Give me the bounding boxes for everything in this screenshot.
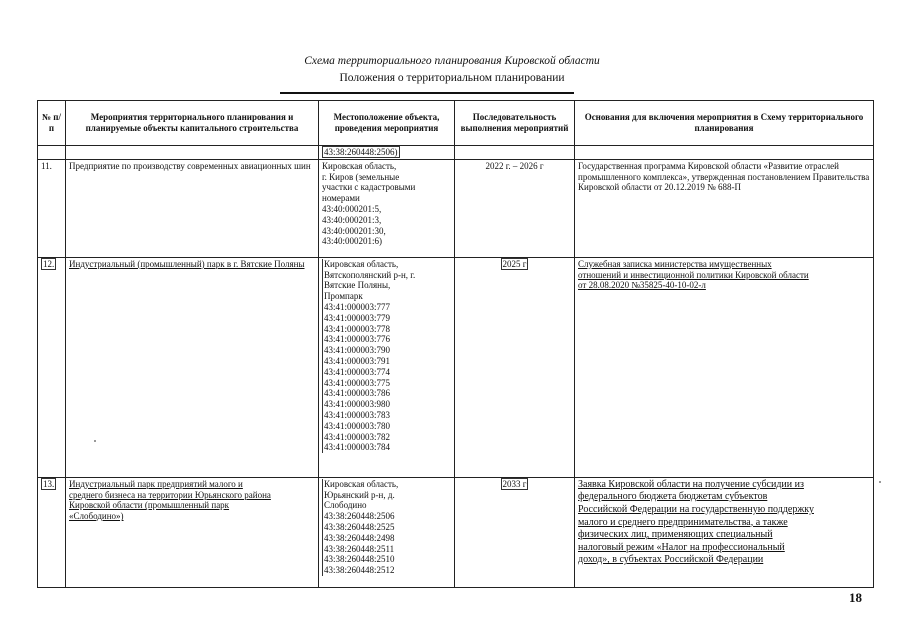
scan-speck (879, 481, 881, 483)
basis-line: от 28.08.2020 №35825-40-10-02-л (578, 280, 706, 291)
location-line: 43:41:000003:778 (322, 324, 451, 335)
basis-line: налоговый режим «Налог на профессиональный (578, 541, 785, 553)
col-header-num: № п/п (38, 101, 66, 146)
basis-line: Заявка Кировской области на получение субсидии из (578, 478, 804, 490)
location-line: 43:41:000003:980 (322, 399, 451, 410)
location-line: 43:38:260448:2506) (324, 147, 398, 157)
location-line: Кировская область, (322, 259, 451, 270)
location-line: 43:41:000003:790 (322, 345, 451, 356)
row-period: 2033 г (502, 478, 527, 489)
location-line: Кировская область, (322, 160, 397, 171)
basis-line: отношений и инвестиционной политики Кировской области (578, 269, 809, 280)
location-line: Слободино (322, 500, 451, 511)
location-line: Кировская область, (322, 479, 451, 490)
row-activity: Индустриальный (промышленный) парк в г. Вятские Поляны (66, 257, 319, 477)
location-line: Вятские Поляны, (322, 280, 451, 291)
row-period: 2025 г (502, 258, 527, 269)
measures-table (37, 100, 874, 588)
basis-line: физических лиц, применяющих специальный (578, 529, 773, 541)
location-line: Вятскополянский р-н, г. (322, 270, 451, 281)
document-subtitle: Положения о территориальном планировании (339, 72, 565, 84)
row-activity (66, 477, 319, 587)
basis-line: малого и среднего предпринимательства, а также (578, 516, 788, 528)
location-line: 43:41:000003:786 (322, 388, 451, 399)
activity-line: среднего бизнеса на территории Юрьянского района (69, 489, 271, 500)
col-header-activity: Мероприятия территориального планирования и планируемые объекты капитального строительства (66, 101, 319, 146)
location-line: 43:38:260448:2525 (322, 522, 451, 533)
location-line: 43:40:000201:30, (322, 225, 386, 236)
location-line: Юрьянский р-н, д. (322, 490, 451, 501)
location-line: 43:41:000003:783 (322, 410, 451, 421)
table-row (38, 257, 874, 477)
location-line: Промпарк (322, 291, 451, 302)
location-line: 43:41:000003:784 (322, 442, 451, 453)
location-line: 43:40:000201:5, (322, 203, 382, 214)
location-line: 43:41:000003:776 (322, 334, 451, 345)
col-header-basis: Основания для включения мероприятия в Схему территориального планирования (575, 101, 874, 146)
row-period: 2022 г. – 2026 г (455, 159, 575, 257)
col-header-location: Местоположение объекта, проведения мероприятия (319, 101, 455, 146)
basis-line: федерального бюджета бюджетам субъектов (578, 491, 768, 503)
scan-speck (94, 440, 96, 442)
location-line: 43:38:260448:2498 (322, 533, 451, 544)
row-basis (575, 257, 874, 477)
table-row (38, 477, 874, 587)
row-location (319, 159, 455, 257)
row-location (319, 257, 455, 477)
location-line: 43:41:000003:780 (322, 421, 451, 432)
table-header-row (38, 101, 874, 146)
location-line: 43:41:000003:782 (322, 432, 451, 443)
location-line: 43:41:000003:779 (322, 313, 451, 324)
location-line: участки с кадастровыми (322, 182, 416, 193)
row-activity: Предприятие по производству современных авиационных шин (66, 159, 319, 257)
row-number: 13. (43, 478, 55, 489)
basis-line: Российской Федерации на государственную поддержку (578, 503, 814, 515)
activity-line: Индустриальный парк предприятий малого и (69, 478, 243, 489)
location-line: 43:41:000003:775 (322, 378, 451, 389)
location-line: 43:40:000201:6) (322, 236, 382, 247)
row-basis (575, 477, 874, 587)
row-basis: Государственная программа Кировской области «Развитие отраслей промышленного комплекса», утвержденная постановлением Правительства Кировской области от 20.12.2019 № 688-П (575, 159, 874, 257)
activity-line: «Слободино») (69, 511, 124, 522)
basis-line: Служебная записка министерства имущественных (578, 258, 772, 269)
document-title: Схема территориального планирования Кировской области (304, 55, 600, 67)
location-line: номерами (322, 193, 360, 204)
location-line: 43:40:000201:3, (322, 214, 382, 225)
location-line: 43:41:000003:774 (322, 367, 451, 378)
page-number: 18 (849, 590, 862, 605)
col-header-period: Последовательность выполнения мероприятий (455, 101, 575, 146)
row-location (319, 477, 455, 587)
location-line: 43:38:260448:2506 (322, 511, 451, 522)
row-number: 12. (43, 258, 55, 269)
table-row-continued (38, 146, 874, 160)
activity-line: Кировской области (промышленный парк (69, 500, 230, 511)
location-line: 43:38:260448:2511 (322, 544, 451, 555)
location-line: 43:41:000003:791 (322, 356, 451, 367)
location-line: г. Киров (земельные (322, 171, 400, 182)
location-line: 43:38:260448:2510 (322, 554, 451, 565)
location-line: 43:38:260448:2512 (322, 565, 451, 576)
table-row (38, 159, 874, 257)
location-line: 43:41:000003:777 (322, 302, 451, 313)
basis-line: доход», в субъектах Российской Федерации (578, 554, 764, 566)
row-number: 11. (38, 159, 66, 257)
header-rule (280, 92, 574, 94)
